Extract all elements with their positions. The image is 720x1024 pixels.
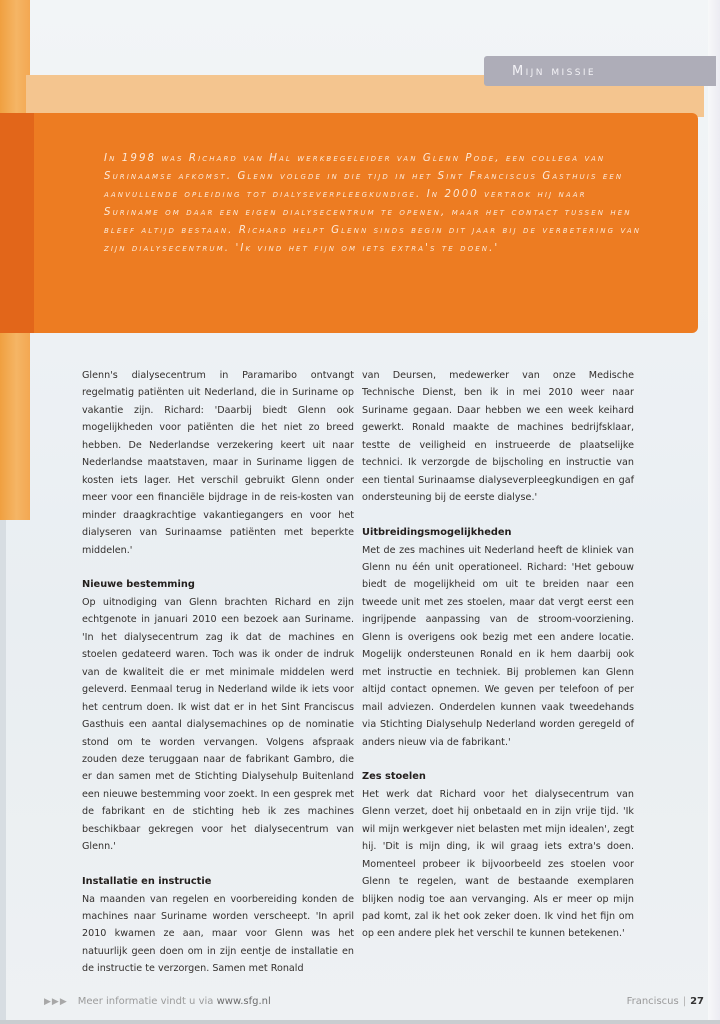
page-footer — [627, 996, 704, 1007]
article-column-right — [362, 367, 634, 943]
footer-url-link[interactable]: www.sfg.nl — [216, 996, 271, 1007]
footer-info-text: Meer informatie vindt u via — [77, 996, 214, 1007]
footer-info — [44, 996, 271, 1007]
subheading-zes-stoelen: Zes stoelen — [362, 771, 426, 783]
intro-panel-edge — [0, 113, 34, 333]
article-paragraph-continued: van Deursen, medewerker van onze Medische Technische Dienst, ben ik in mei 2010 weer naar Suriname gegaan. Daar hebben we een week keihard gewerkt. Ronald maakte de machines bedrijfsklaar, testte de veiligheid en instrueerde de plaatselijke technici. Ik verzorgde de bijscholing en instructie van een tiental Surinaamse dialyseverpleegkundigen en gaf ondersteuning bij de eerste dialyse.' — [362, 370, 634, 504]
subheading-nieuwe-bestemming: Nieuwe bestemming — [82, 579, 195, 591]
intro-text: In 1998 was Richard van Hal werkbegeleider van Glenn Pode, een collega van Surinaamse afkomst. Glenn volgde in die tijd in het Sint Franciscus Gasthuis een aanvullende opleiding tot dialyseverpleegkundige. In 2000 vertrok hij naar Suriname om daar een eigen dialysecentrum te openen, maar het contact tussen hen bleef altijd bestaan. Richard helpt Glenn sinds begin dit jaar bij de verbetering van zijn dialysecentrum. 'Ik vind het fijn om iets extra's te doen.' — [104, 153, 642, 255]
subheading-uitbreiding: Uitbreidingsmogelijkheden — [362, 527, 512, 539]
arrows-icon: ▶▶▶ — [44, 996, 68, 1007]
magazine-name: Franciscus — [626, 996, 679, 1007]
spine-edge — [0, 520, 6, 1024]
article-paragraph: Na maanden van regelen en voorbereiding konden de machines naar Suriname worden verscheept. 'In april 2010 kwamen ze aan, maar voor Glenn was het natuurlijk geen doen om in zijn eentje de installatie en de instructie te verzorgen. Samen met Ronald — [82, 893, 354, 975]
article-paragraph: Glenn's dialysecentrum in Paramaribo ontvangt regelmatig patiënten uit Nederland, die in Suriname op vakantie zijn. Richard: 'Daarbij biedt Glenn ook mogelijkheden voor patiënten die het niet zo breed hebben. De Nederlandse verzekering keert uit naar Nederlandse maatstaven, maar in Suriname liggen de kosten iets lager. Het verschil gebruikt Glenn onder meer voor een financiële bijdrage in de reis-kosten van minder draagkrachtige vakantiegangers en voor het dialyseren van Surinaamse patiënten met beperkte middelen.' — [82, 370, 354, 556]
page-right-edge — [708, 0, 720, 1024]
page-number: 27 — [690, 996, 704, 1007]
section-tag — [484, 56, 716, 86]
article-paragraph: Met de zes machines uit Nederland heeft de kliniek van Glenn nu één unit operationeel. Richard: 'Het gebouw biedt de mogelijkheid om uit te breiden naar een tweede unit met zes stoelen, maar dat vergt eerst een ingrijpende aanpassing van de stroom-voorziening. Glenn is overigens ook bezig met een andere locatie. Mogelijk ondersteunen Ronald en ik hem daarbij ook met instructie en techniek. Bij problemen kan Glenn altijd contact opnemen. We geven per telefoon of per mail adviezen. Onderdelen kunnen vaak tweedehands via Stichting Dialysehulp Nederland worden geregeld of anders nieuw via de fabrikant.' — [362, 544, 634, 748]
article-column-left — [82, 367, 354, 978]
article-paragraph: Op uitnodiging van Glenn brachten Richard en zijn echtgenote in januari 2010 een bezoek aan Suriname. 'In het dialysecentrum zag ik dat de machines en stoelen gedateerd waren. Toch was ik onder de indruk van de kwaliteit die er met minimale middelen werd geleverd. Eenmaal terug in Nederland wilde ik iets voor het centrum doen. Ik wist dat er in het Sint Franciscus Gasthuis een aantal dialysemachines op de nominatie stond om te worden vervangen. Volgens afspraak zouden deze teruggaan naar de fabrikant Gambro, die er dan samen met de Stichting Dialysehulp Buitenland een nieuwe bestemming voor zoekt. In een gesprek met de fabrikant en de stichting heb ik zes machines beschikbaar gekregen voor het dialysecentrum van Glenn.' — [82, 596, 354, 853]
page-bottom-edge — [0, 1020, 720, 1024]
subheading-installatie: Installatie en instructie — [82, 876, 212, 888]
section-tag-label: Mijn missie — [512, 63, 596, 79]
article-paragraph: Het werk dat Richard voor het dialysecentrum van Glenn verzet, doet hij onbetaald en in zijn vrije tijd. 'Ik wil mijn werkgever niet belasten met mijn idealen', zegt hij. 'Dit is mijn ding, ik wil graag iets extra's doen. Momenteel probeer ik bijvoorbeeld zes stoelen voor Glenn te regelen, want de bestaande exemplaren blijken nodig toe aan vervanging. Als er meer op mijn pad komt, zal ik het ook zeker doen. Ik vind het fijn om op een andere plek het verschil te kunnen betekenen.' — [362, 788, 634, 940]
footer-separator: | — [682, 996, 687, 1007]
